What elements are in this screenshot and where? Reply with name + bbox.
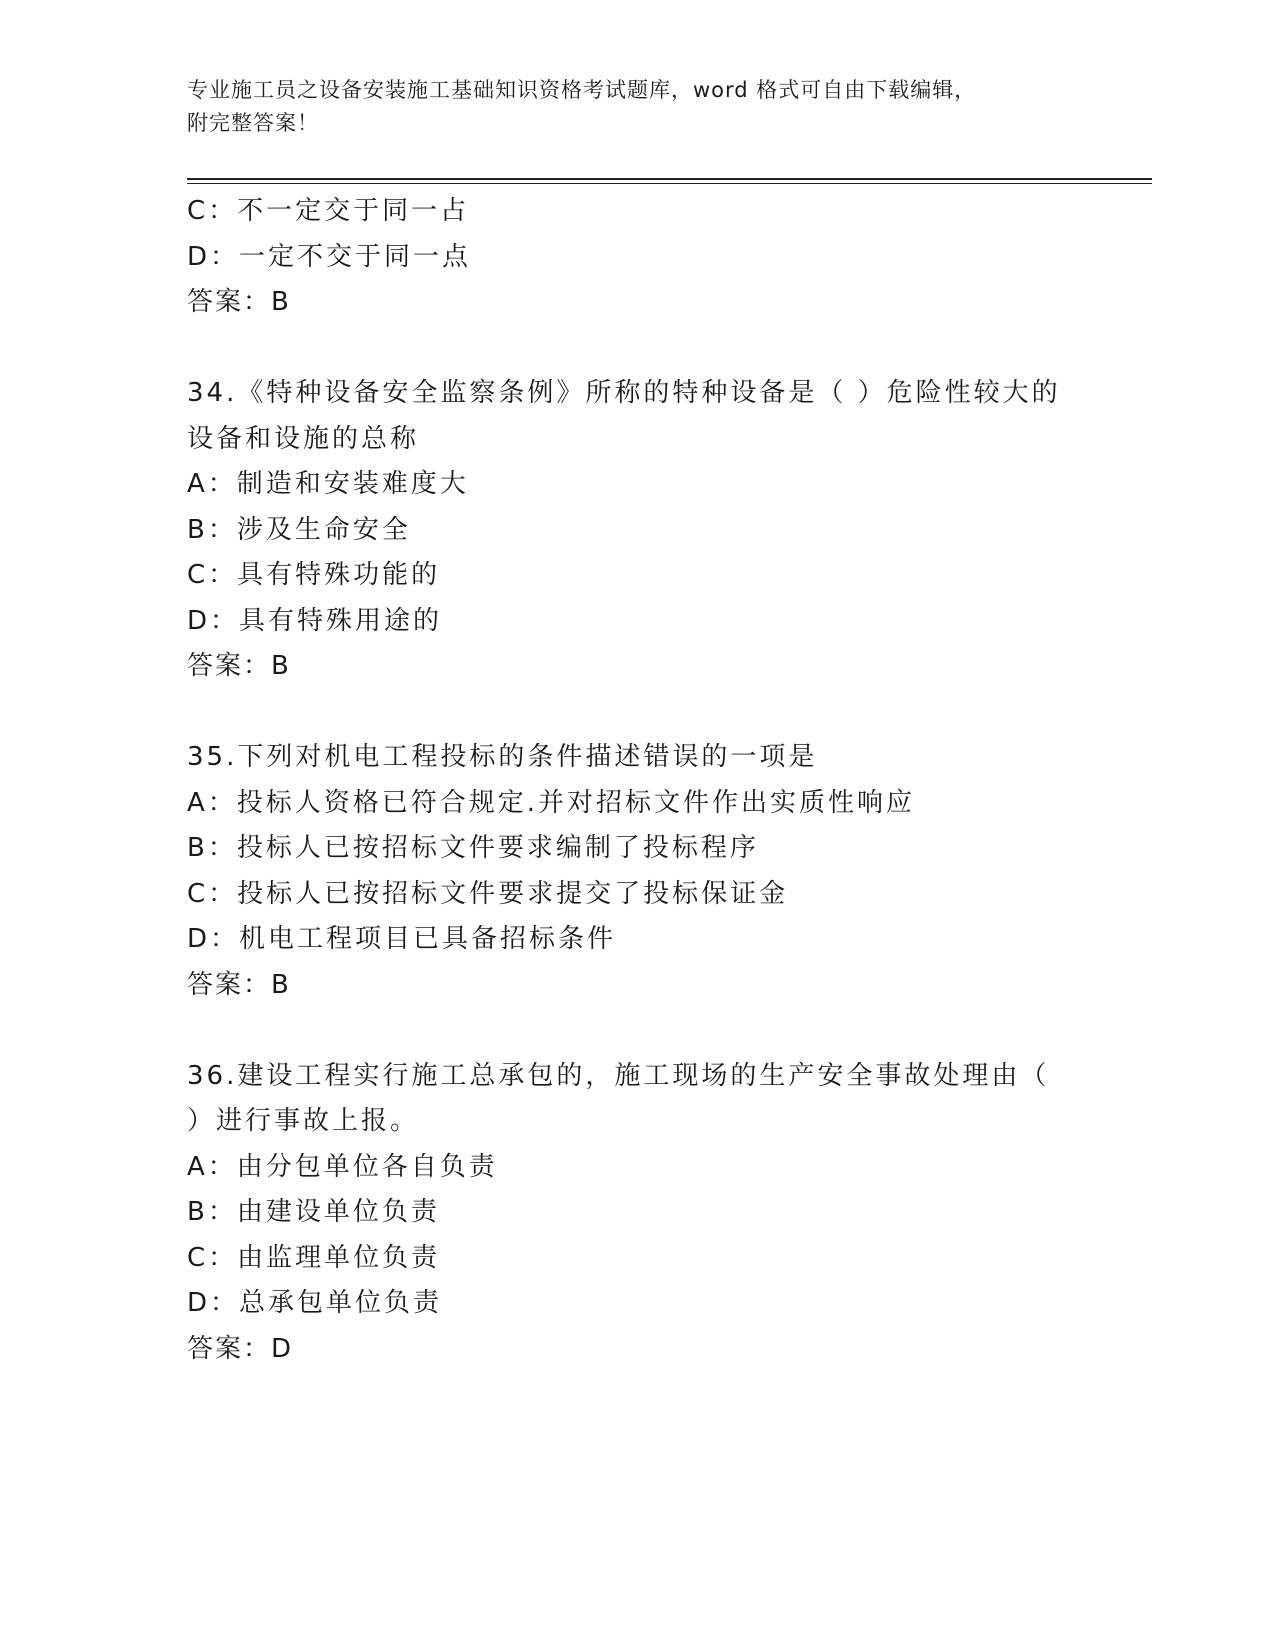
question-33-tail bbox=[187, 189, 1107, 326]
header-line-2: 附完整答案！ bbox=[187, 111, 319, 135]
option-b: B：由建设单位负责 bbox=[187, 1197, 440, 1227]
question-stem-continued: 设备和设施的总称 bbox=[187, 423, 420, 454]
spacer bbox=[187, 326, 1107, 372]
question-35 bbox=[187, 735, 1107, 1008]
question-stem: 34.《特种设备安全监察条例》所称的特种设备是（ ）危险性较大的 bbox=[187, 378, 1061, 408]
option-a: A：由分包单位各自负责 bbox=[187, 1151, 498, 1182]
header-divider-thin bbox=[187, 183, 1152, 184]
option-a: A：制造和安装难度大 bbox=[187, 469, 469, 499]
question-stem: 36.建设工程实行施工总承包的，施工现场的生产安全事故处理由（ bbox=[187, 1060, 1050, 1091]
option-a: A：投标人资格已符合规定.并对招标文件作出实质性响应 bbox=[187, 787, 916, 818]
answer: 答案：D bbox=[187, 1333, 294, 1364]
option-d: D：总承包单位负责 bbox=[187, 1288, 443, 1318]
header-divider-thick bbox=[187, 178, 1152, 180]
spacer bbox=[187, 1008, 1107, 1054]
option-d: D：具有特殊用途的 bbox=[187, 605, 443, 636]
question-stem: 35.下列对机电工程投标的条件描述错误的一项是 bbox=[187, 742, 818, 772]
option-b: B：投标人已按招标文件要求编制了投标程序 bbox=[187, 833, 759, 863]
question-stem-continued: ）进行事故上报。 bbox=[187, 1106, 420, 1136]
option-b: B：涉及生命安全 bbox=[187, 514, 411, 545]
answer: 答案：B bbox=[187, 287, 291, 317]
question-36 bbox=[187, 1054, 1107, 1373]
option-c: C：具有特殊功能的 bbox=[187, 560, 441, 590]
option-c: C：不一定交于同一占 bbox=[187, 196, 470, 226]
spacer bbox=[187, 690, 1107, 736]
question-list bbox=[187, 189, 1107, 1372]
answer: 答案：B bbox=[187, 651, 291, 681]
option-c: C：投标人已按招标文件要求提交了投标保证金 bbox=[187, 878, 789, 909]
option-c: C：由监理单位负责 bbox=[187, 1242, 441, 1273]
header-line-1: 专业施工员之设备安装施工基础知识资格考试题库，word 格式可自由下载编辑， bbox=[187, 78, 977, 102]
document-header bbox=[187, 74, 1067, 140]
answer: 答案：B bbox=[187, 969, 291, 1000]
option-d: D：一定不交于同一点 bbox=[187, 241, 472, 272]
option-d: D：机电工程项目已具备招标条件 bbox=[187, 924, 617, 954]
question-34 bbox=[187, 371, 1107, 690]
